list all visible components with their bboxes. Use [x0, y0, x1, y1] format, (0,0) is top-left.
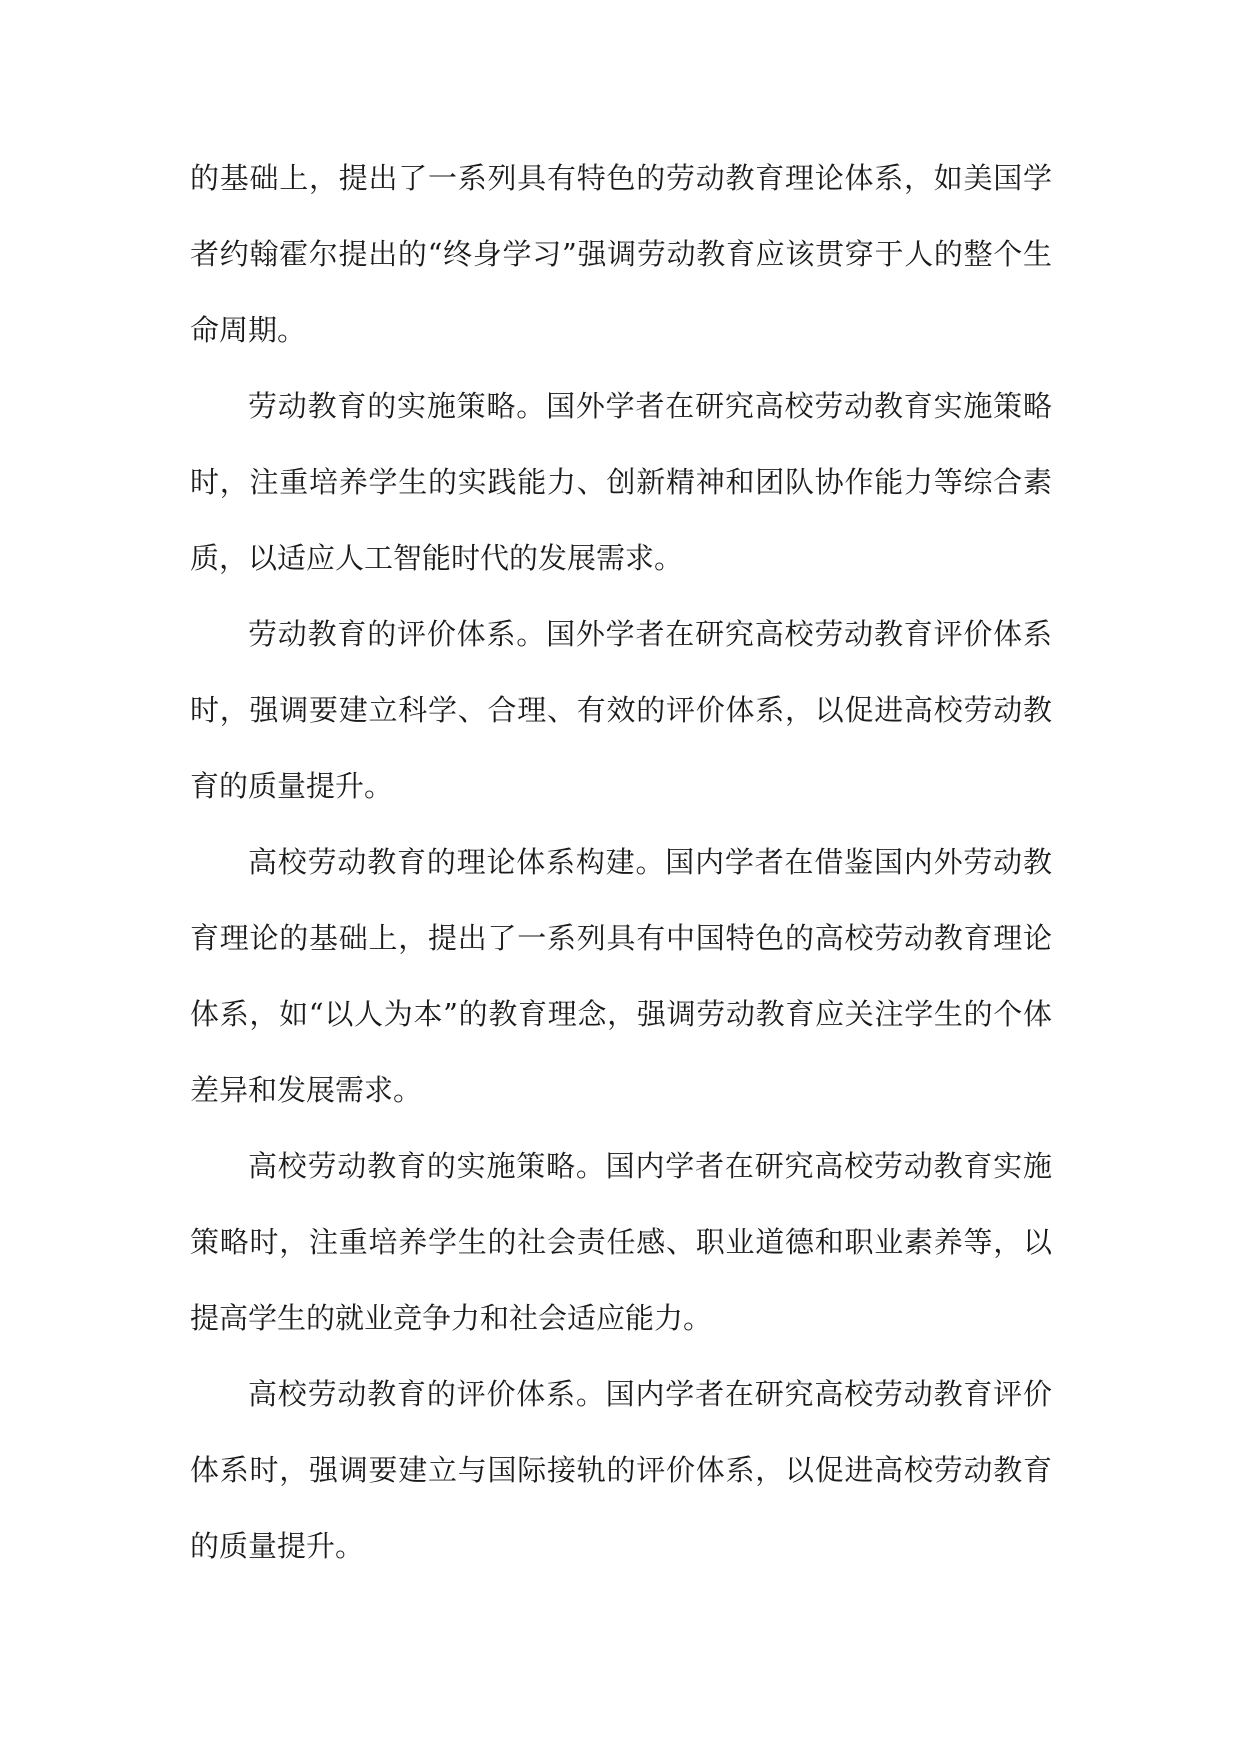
paragraph-domestic-implementation: 高校劳动教育的实施策略。国内学者在研究高校劳动教育实施策略时，注重培养学生的社会责任感、职业道德和职业素养等，以提高学生的就业竞争力和社会适应能力。 — [190, 1149, 1052, 1335]
paragraph-continuation: 的基础上，提出了一系列具有特色的劳动教育理论体系，如美国学者约翰霍尔提出的“终身学习”强调劳动教育应该贯穿于人的整个生命周期。 — [190, 161, 1052, 347]
paragraph-domestic-evaluation: 高校劳动教育的评价体系。国内学者在研究高校劳动教育评价体系时，强调要建立与国际接轨的评价体系，以促进高校劳动教育的质量提升。 — [190, 1377, 1052, 1563]
paragraph-foreign-evaluation: 劳动教育的评价体系。国外学者在研究高校劳动教育评价体系时，强调要建立科学、合理、有效的评价体系，以促进高校劳动教育的质量提升。 — [190, 617, 1052, 803]
paragraph-domestic-theory: 高校劳动教育的理论体系构建。国内学者在借鉴国内外劳动教育理论的基础上，提出了一系列具有中国特色的高校劳动教育理论体系，如“以人为本”的教育理念，强调劳动教育应关注学生的个体差异和发展需求。 — [190, 845, 1052, 1107]
document-body — [190, 140, 1052, 1584]
paragraph-foreign-implementation: 劳动教育的实施策略。国外学者在研究高校劳动教育实施策略时，注重培养学生的实践能力、创新精神和团队协作能力等综合素质，以适应人工智能时代的发展需求。 — [190, 389, 1052, 575]
